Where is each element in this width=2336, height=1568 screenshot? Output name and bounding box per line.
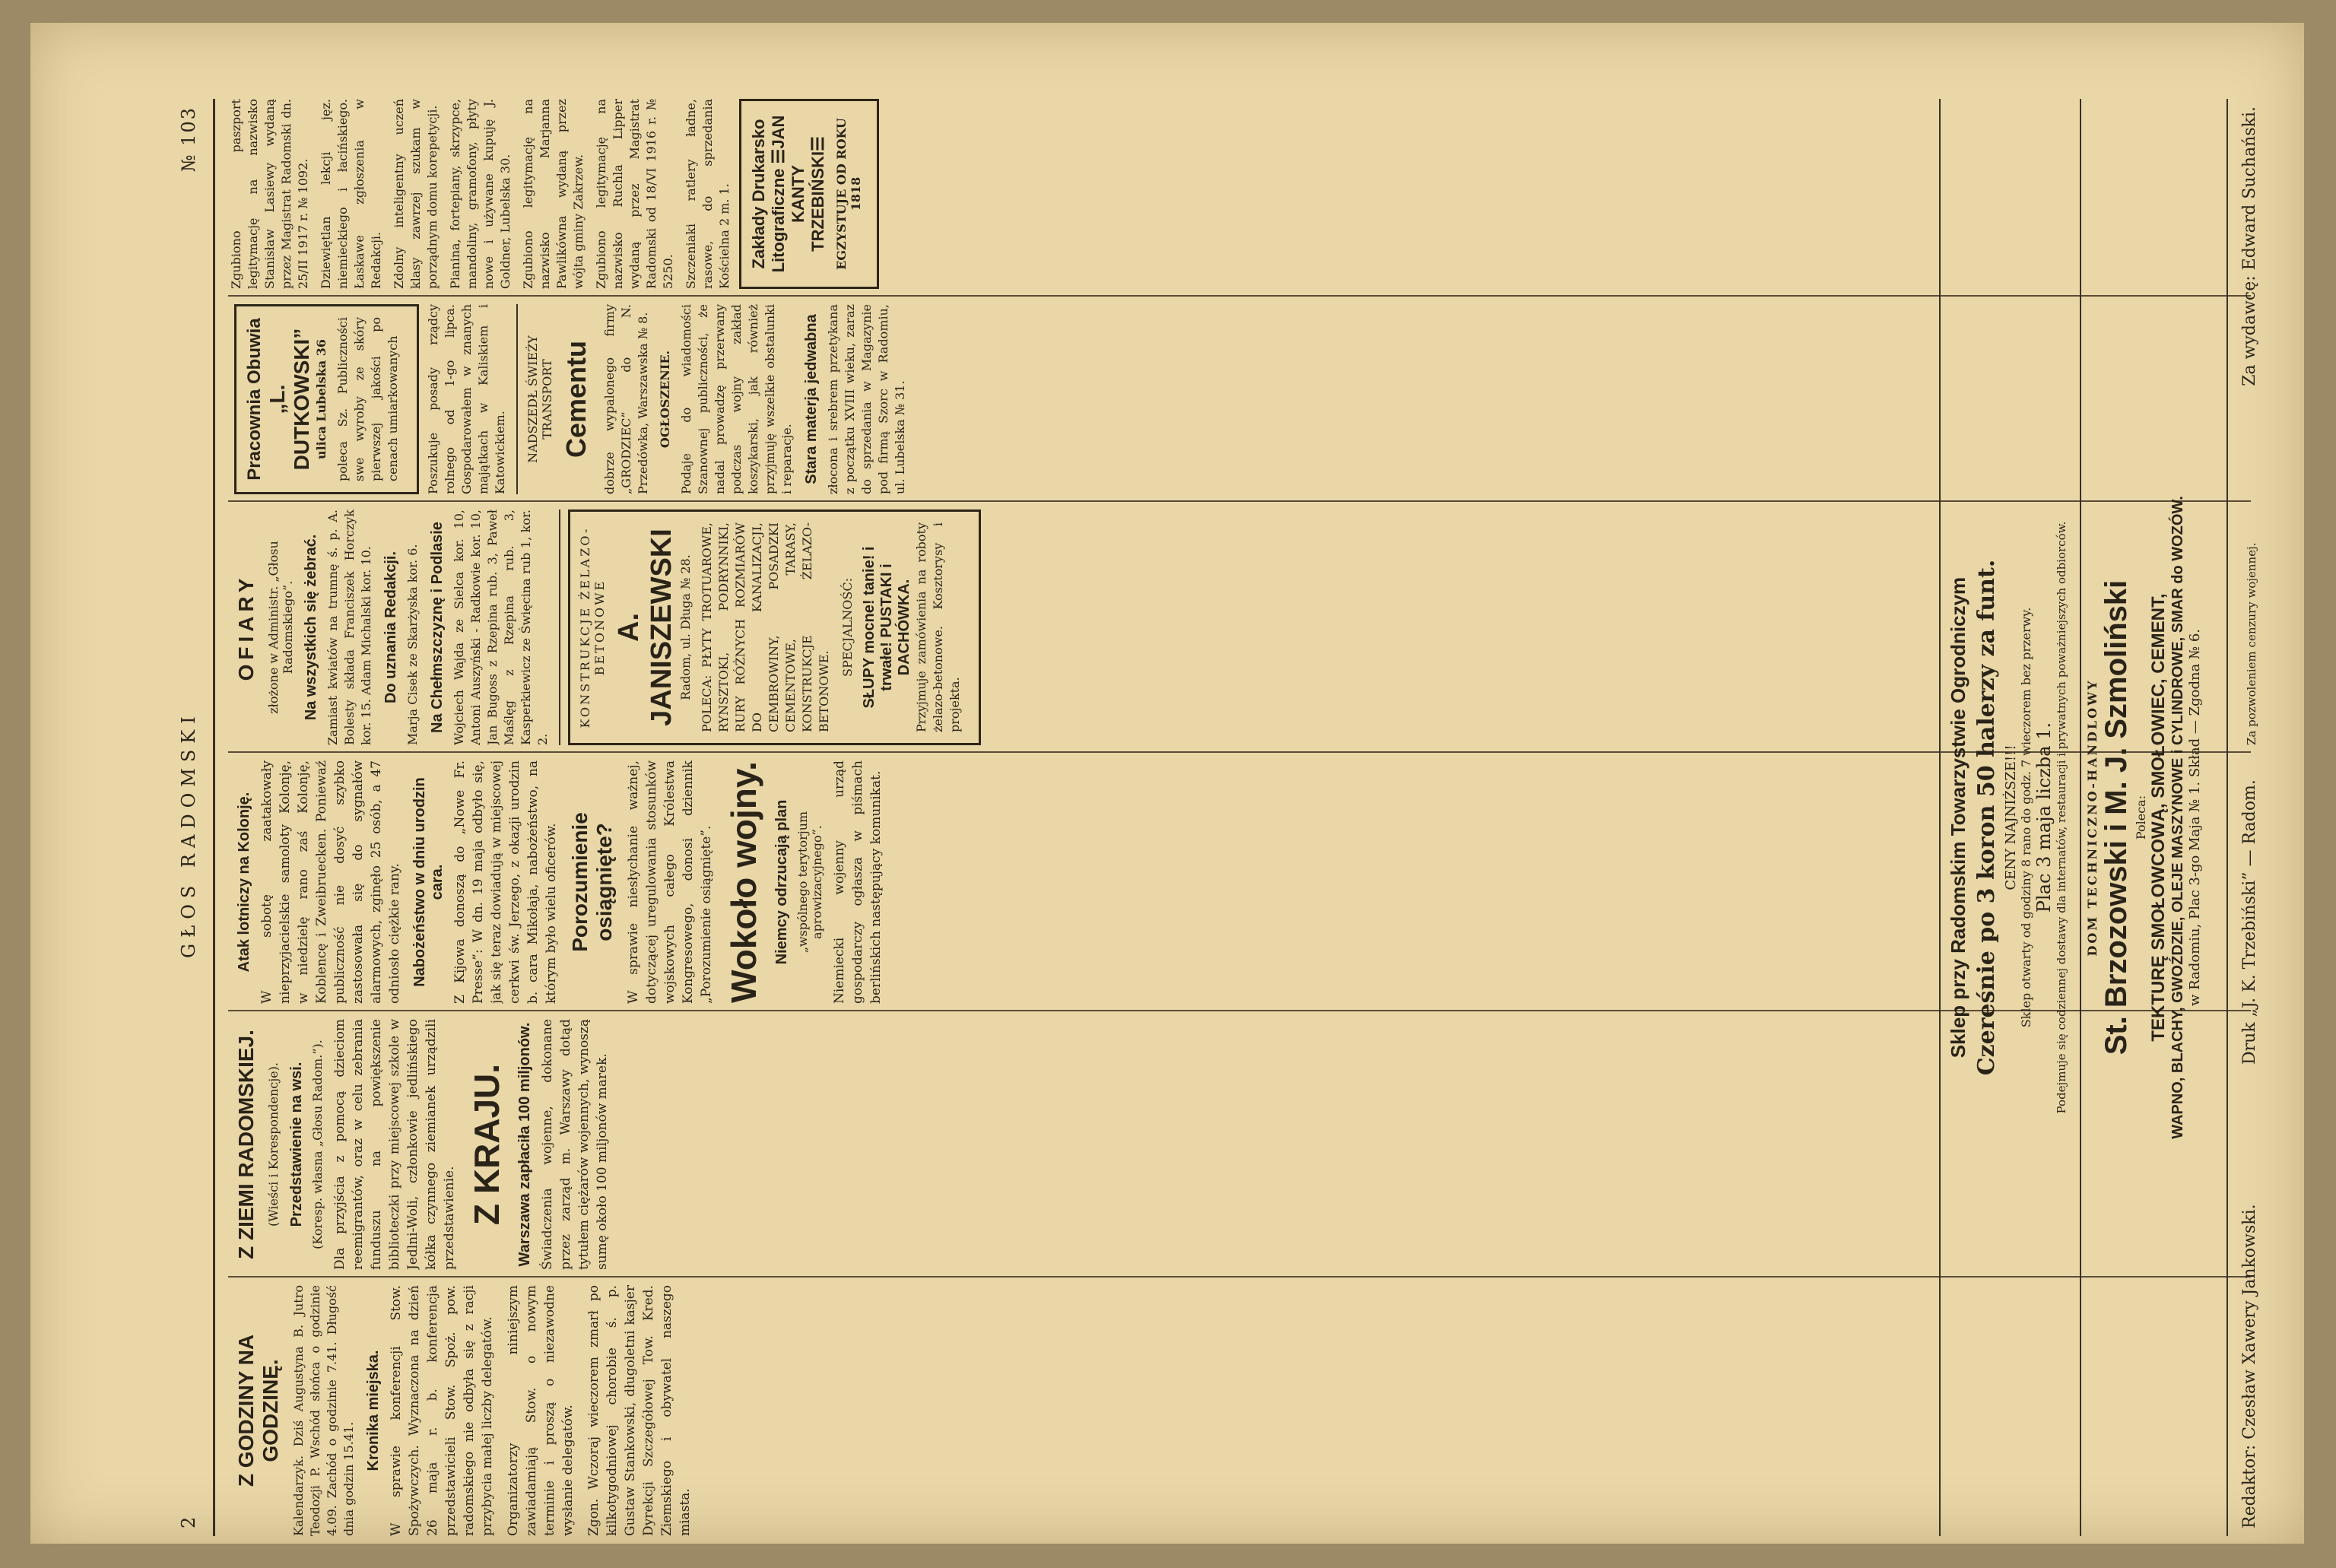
ad-top-line: DOM TECHNICZNO-HANDLOWY xyxy=(2085,678,2100,957)
ad-line: Zakłady Drukarsko xyxy=(749,119,768,269)
ad-company-name: „L. DUTKOWSKI” xyxy=(265,328,313,471)
classified-ad: Zgubiono legitymację na nazwisko Ruchla Lipper wydaną przez Magistrat Radomski od 18/VI 1916 r. № 5250. xyxy=(594,99,675,289)
article-title: Nabożeństwo w dniu urodzin cara. xyxy=(411,777,446,987)
section-heading: Z ZIEMI RADOMSKIEJ. xyxy=(234,1030,258,1259)
divider xyxy=(559,509,560,745)
section-subheading: Kronika miejska. xyxy=(365,1350,382,1471)
footer-printer: Druk „J. K. Trzebiński” — Radom. xyxy=(2240,779,2259,1065)
classified-ad: Szczeniaki ratlery ładne, rasowe, do sprzedania Kościelna 2 m. 1. xyxy=(684,99,732,289)
masthead xyxy=(167,99,215,1536)
ad-sklep xyxy=(1947,99,2076,1536)
ad-line: Pracownia Obuwia xyxy=(244,318,265,481)
section-subtitle: (Wieści i Korespondencje). xyxy=(266,1062,281,1227)
ad-janiszewski xyxy=(568,509,981,745)
article-title: Porozumienie osiągnięte? xyxy=(568,812,616,952)
ad-address: w Radomiu, Plac 3-go Maja № 1. Skład — Zgodna № 6. xyxy=(2187,628,2203,1007)
ad-goods: WAPNO, BLACHY, GWOŹDZIE, OLEJE MASZYNOWE i CYLINDROWE, SMAR do WOZÓW. xyxy=(2169,496,2186,1139)
article-paragraph: Zgon. Wczoraj wieczorem zmarł po kilkotygodniowej chorobie ś. p. Gustaw Stankowski, długoletni kasjer Dyrekcji Szczegółowej Tow. Kred. Ziemskiego i obywatel naszego miasta. xyxy=(586,1285,693,1536)
classified-ad: Pianina, fortepiany, skrzypce, mandoliny, gramofony, płyty nowe i używane kupuję J. Goldner, Lubelska 30. xyxy=(448,99,513,289)
ad-text: poleca Sz. Publiczności swe wyroby ze skóry pierwszej jakości po cenach umiarkowanych xyxy=(335,317,400,481)
article-paragraph: Z Kijowa donoszą do „Nowe Fr. Presse”: W dn. 19 maja odbyło się, jak się teraz dowiadują w miejscowej cerkwi św. Jerzego, z okazji urodzin b. cara Mikołaja, nabożeństwo, na którym było wielu oficerów. xyxy=(452,760,559,1004)
section-heading: Z GODZINY NA GODZINĘ. xyxy=(234,1334,282,1487)
donations-subtitle: złożone w Administr. „Głosu Radomskiego”. xyxy=(266,541,295,714)
classified-ad: Zgubiono paszport legitymację na nazwisko Stanisław Lasiewy wydaną przez Magistrat Radomski dn. 25/II 1917 r. № 1092. xyxy=(229,99,310,289)
ad-dutkowski xyxy=(234,304,419,494)
ad-hours: Sklep otwarty od godziny 8 rano do godz. 7 wieczorem bez przerwy. xyxy=(2019,607,2033,1028)
classified-ad: Dziewiętlan lekcji jęz. niemieckiego i łacińskiego. Łaskawe zgłoszenia w Redakcji. xyxy=(319,99,383,289)
footer-editor: Redaktor: Czesław Xawery Jankowski. xyxy=(2240,1204,2259,1528)
section-heading: Wokoło wojny. xyxy=(724,761,763,1003)
classified-heading: NADSZEDŁ ŚWIEŻY TRANSPORT xyxy=(525,335,554,463)
classified-heading: OGŁOSZENIE. xyxy=(658,350,672,449)
article-byline: (Koresp. własna „Głosu Radom.”). xyxy=(310,1040,325,1249)
footer-publisher: Za wydawcę: Edward Suchański. xyxy=(2240,106,2259,386)
article-title: Przedstawienie na wsi. xyxy=(288,1062,305,1227)
calendar-note: Kalendarzyk. Dziś Augustyna B. Jutro Teodozji P. Wschód słońca o godzinie 4.09. Zachód o godzinie 7.41. Długość dnia godzin 15.41. xyxy=(291,1285,356,1536)
article-title: Atak lotniczy na Kolonję. xyxy=(236,792,252,973)
article-paragraph: Dla przyjścia z pomocą dzieciom reemigrantów, oraz w celu zebrania funduszu na powiększenie biblioteczki przy miejscowej szkole w Jedlni-Woli, członkowie jedlińskiego kółka czynnego ziemianek urządzili przedstawienie. xyxy=(332,1019,457,1270)
donations-heading: Do uznania Redakcji. xyxy=(382,551,399,704)
article-title: Warszawa zapłaciła 100 miljonów. xyxy=(516,1022,533,1267)
ad-note: Podejmuje się codziennej dostawy dla internatów, restauracji i prywatnych poważniejszych odbiorców. xyxy=(2055,521,2068,1114)
classified-ad: Podaje do wiadomości Szanownej publiczności, że nadal prowadzę przerwany podczas wojny zakład koszykarski, jak również przyjmuję wszelkie obstalunki i reparacje. xyxy=(679,304,794,494)
newspaper-sheet xyxy=(30,23,2304,1544)
footer xyxy=(2226,99,2274,1536)
article-subtitle: „wspólnego terytorjum aprowizacyjnego”. xyxy=(795,811,824,954)
article-paragraph: Świadczenia wojenne, dokonane przez zarząd m. Warszawy dotąd tytułem ciężarów wojennych, wynoszą sumę około 100 miljonów marek. xyxy=(540,1019,610,1270)
donations-title: OFIARY xyxy=(234,573,258,681)
newspaper-page xyxy=(167,99,2274,1536)
footer-censor: Za pozwoleniem cenzury wojennej. xyxy=(2245,542,2258,745)
ad-company-name: St. Brzozowski i M. J. Szmoliński xyxy=(2100,579,2133,1055)
divider xyxy=(2080,99,2081,1536)
donations-heading: Na wszystkich się żebrać. xyxy=(303,534,319,721)
ad-company-name: A. JANISZEWSKI xyxy=(613,528,678,726)
article-paragraph: Niemiecki wojenny urząd gospodarczy ogłasza w piśmach berlińskich następujący komunikat. xyxy=(832,760,884,1004)
ad-specialty-label: SPECJALNOŚĆ: xyxy=(840,578,855,677)
page-number: 2 xyxy=(178,1510,199,1528)
ad-title: Sklep przy Radomskim Towarzystwie Ogrodniczym xyxy=(1947,576,1969,1059)
article-paragraph: W sprawie niesłychanie ważnej, dotyczącej uregulowania stosunków wojskowych całego Królestwa Kongresowego, donosi dziennik „Porozumienie osiągnięte”. xyxy=(626,760,714,1004)
ad-line: KANTY TRZEBIŃSKI☰ xyxy=(789,136,827,252)
donations-text: Marja Cisek ze Skarżyska kor. 6. xyxy=(405,544,420,745)
ad-goods: TEKTURĘ SMOŁOWCOWĄ, SMOŁOWIEC, CEMENT, xyxy=(2148,593,2169,1042)
ad-note: Przyjmuje zamówienia na roboty żelazo-betonowe. Kosztorysy i projekta. xyxy=(914,522,962,732)
article-paragraph: Organizatorzy niniejszym zawiadamiają Stow. o nowym terminie i proszą o niezawodne wysłanie delegatów. xyxy=(506,1285,576,1536)
ad-offer: Czereśnie po 3 koron 50 halerzy za funt. xyxy=(1973,559,2000,1076)
ad-specialty: SŁUPY mocne! tanie! i trwałe! PUSTAKI i DACHÓWKA. xyxy=(861,546,912,709)
divider xyxy=(1939,99,1941,1536)
donations-heading: Na Chełmszczyznę i Podlasie xyxy=(429,522,446,733)
ad-street: ulica Lubelska 36 xyxy=(314,338,328,460)
issue-number: № 103 xyxy=(178,106,199,173)
classified-ad: Zdolny inteligentny uczeń klasy zawrzej szukam w porządnym domu korepetycji. xyxy=(392,99,440,289)
donations-text: Zamiast kwiatów na trumnę ś. p. A. Bolesty składa Franciszek Horczyk kor. 15. Adam Michalski kor. 10. xyxy=(325,509,373,745)
divider xyxy=(516,304,518,494)
section-heading: Z KRAJU. xyxy=(467,1063,506,1226)
ad-line: Litograficzne ☰JAN xyxy=(769,115,788,273)
masthead-title: GŁOS RADOMSKI xyxy=(178,710,199,958)
ad-address: Radom, ul. Długa № 28. xyxy=(678,554,693,700)
article-paragraph: W sprawie konferencji Stow. Spożywczych. Wyznaczona na dzień 26 maja r. b. konferencja przedstawicieli Stow. Spoż. pow. radomskiego nie odbyła się z racji przybycia małej liczby delegatów. xyxy=(389,1285,495,1536)
ad-address: Plac 3 maja liczba 1. xyxy=(2033,722,2055,913)
classified-title: Stara materja jedwabna xyxy=(803,314,820,484)
ad-poleca: Poleca: xyxy=(2134,795,2148,840)
article-title: Niemcy odrzucają plan xyxy=(773,799,790,965)
classified-ad: dobrze wypalonego firmy „GRODZIEC” do N. Przedówka, Warszawska № 8. xyxy=(602,304,650,494)
article-paragraph: W sobotę zaatakowały nieprzyjacielskie samoloty Kolonję, w niedzielę rano zaś Kolonję, Koblencę i Zweibruecken. Poniewaź publiczność nie dosyć szybko zastosowała się do sygnałów alarmowych, zginęło 25 osób, a 47 odniosło ciężkie rany. xyxy=(259,760,402,1004)
ad-brzozowski xyxy=(2085,99,2214,1536)
classified-title: Cementu xyxy=(560,340,592,459)
classified-ad: Zgubiono legitymację na nazwisko Marjanna Pawlikówna wydaną przez wójta gminy Zakrzew. xyxy=(521,99,586,289)
classified-ad: Poszukuje posady rządcy rolnego od 1-go lipca. Gospodarowałem w znanych majątkach w Kaliskiem i Katowickiem. xyxy=(426,304,507,494)
ad-products: POLECA: PŁYTY TROTUAROWE, RYNSZTOKI, PODRYNNIKI, RURY RÓŻNYCH ROZMIARÓW DO KANALIZACJI, CEMBROWINY, POSADZKI CEMENTOWE, TARASY, KONSTRUKCJE ŻELAZO-BETONOWE. xyxy=(700,522,831,732)
ad-since: EGZYSTUJE OD ROKU 1818 xyxy=(834,118,863,270)
ad-trzebinski xyxy=(739,99,879,289)
classified-ad: złocona i srebrem przetykana z początku XVIII wieku, zaraz do sprzedania w Magazynie pod firmą Szorc w Radomiu, ul. Lubelska № 31. xyxy=(826,304,907,494)
ad-prices: CENY NAJNIŻSZE!!! xyxy=(2003,744,2019,890)
ad-top-line: KONSTRUKCJE ŻELAZO-BETONOWE xyxy=(578,526,607,728)
donations-text: Wojciech Wajda ze Sielca kor. 10, Antoni Auszyński - Radkowie kor. 10, Jan Bugoss z Rzepina rub. 3, Paweł Maślęg z Rzepina rub. 3, Kasperkiewicz ze Święcina rub 1, kor. 2. xyxy=(452,509,550,745)
